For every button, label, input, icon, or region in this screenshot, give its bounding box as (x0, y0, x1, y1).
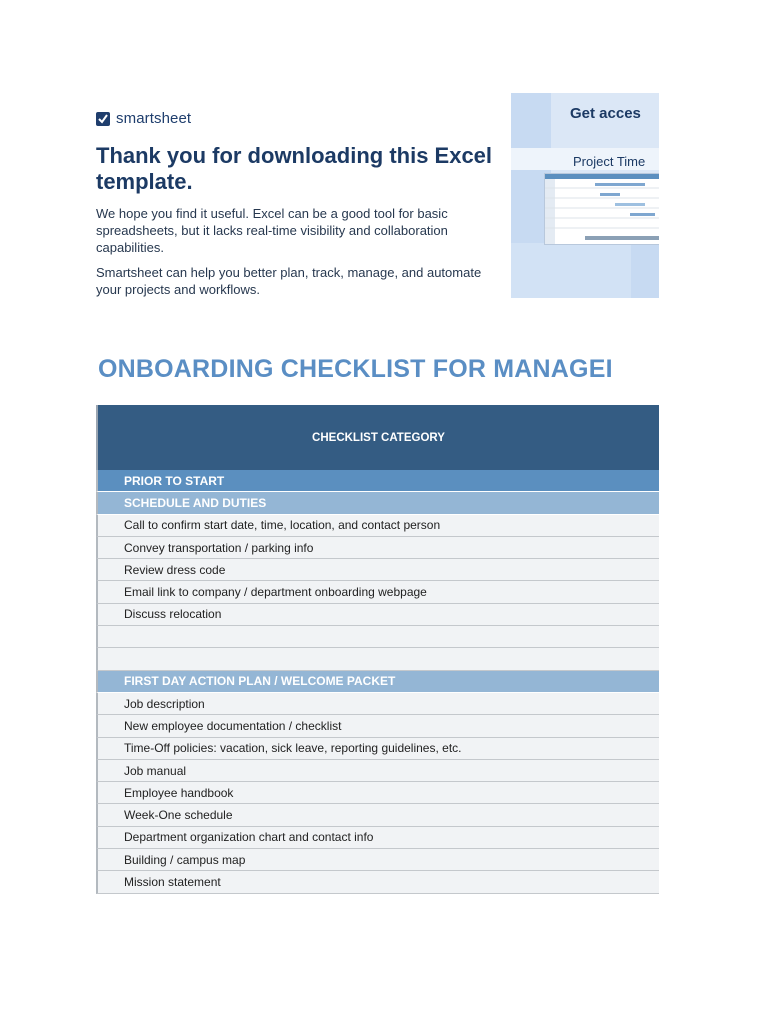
spreadsheet-thumbnail (544, 173, 659, 245)
image-subtitle: Project Time (573, 154, 646, 169)
promo-body: We hope you find it useful. Excel can be a good tool for basic spreadsheets, but it lacks real-time visibility and collaboration capabilities. (96, 206, 448, 255)
promo-image[interactable] (511, 93, 659, 298)
checklist-item[interactable]: Call to confirm start date, time, location, and contact person (96, 515, 659, 537)
checklist-item[interactable]: Convey transportation / parking info (96, 537, 659, 559)
checklist-item[interactable]: Week-One schedule (96, 804, 659, 826)
checklist-item[interactable]: Department organization chart and contact info (96, 827, 659, 849)
checklist-item[interactable]: Job manual (96, 760, 659, 782)
image-title: Get acces (570, 105, 641, 122)
promo-body-secondary: Smartsheet can help you better plan, track, manage, and automate your projects and workflows. (96, 265, 482, 297)
empty-row[interactable] (96, 626, 659, 648)
checkmark-icon (96, 112, 110, 126)
checklist-item[interactable]: Building / campus map (96, 849, 659, 871)
subsection-row[interactable]: FIRST DAY ACTION PLAN / WELCOME PACKET (96, 671, 659, 693)
subsection-row[interactable]: SCHEDULE AND DUTIES (96, 492, 659, 514)
page-title: ONBOARDING CHECKLIST FOR MANAGEI (98, 355, 613, 383)
promo-banner[interactable] (96, 96, 516, 298)
gantt-chart-icon (545, 174, 659, 244)
empty-row[interactable] (96, 648, 659, 670)
checklist-item[interactable]: Time-Off policies: vacation, sick leave, reporting guidelines, etc. (96, 738, 659, 760)
checklist-item[interactable]: Job description (96, 693, 659, 715)
column-header: CHECKLIST CATEGORY (96, 405, 659, 470)
checklist-item[interactable]: Mission statement (96, 871, 659, 893)
checklist-table (96, 405, 659, 894)
section-row[interactable]: PRIOR TO START (96, 470, 659, 492)
promo-heading: Thank you for downloading this Excel template. (96, 143, 493, 194)
checklist-item[interactable]: Employee handbook (96, 782, 659, 804)
image-stripe (631, 243, 659, 298)
checklist-item[interactable]: Discuss relocation (96, 604, 659, 626)
checklist-item[interactable]: New employee documentation / checklist (96, 715, 659, 737)
checklist-item[interactable]: Review dress code (96, 559, 659, 581)
checklist-item[interactable]: Email link to company / department onboarding webpage (96, 581, 659, 603)
brand-name: smartsheet (116, 110, 192, 127)
table-body (96, 470, 659, 894)
smartsheet-logo (96, 110, 516, 127)
